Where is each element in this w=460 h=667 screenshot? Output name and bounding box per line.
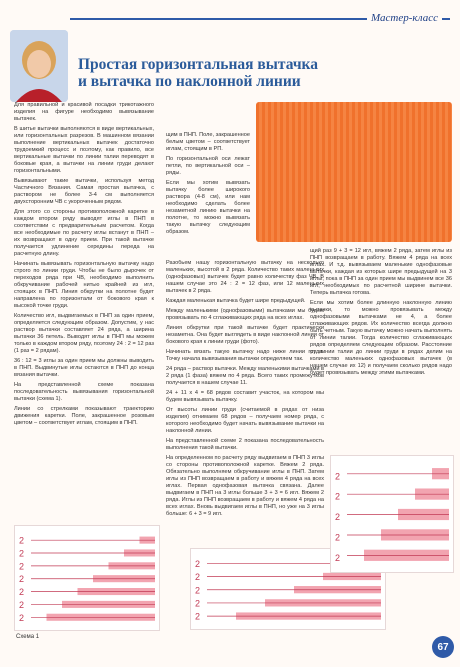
row-count-label: 2 (335, 532, 341, 543)
row-count-label: 2 (195, 558, 201, 569)
paragraph: Для правильной и красивой посадки трикотажного изделия на фигуре необходимо вывязывание вытачек. (14, 102, 154, 122)
paragraph: В шитье вытачки выполняются в виде вертикальных, или горизонтальных разрезов. В машинном вязании выполнение вертикальных вытачек достаточно трудоемкий процесс и поэтому, как правило, все вертикальные вытачки по линии талии переводят в боковые края, а вытачки на линии груди делают горизонтальными. (14, 126, 154, 174)
paragraph: Вывязывают такие вытачки, используя метод Частичного Вязания. Самая простая вытачка, с раствором не более 3-4 см выполняется двухсторонним ЧВ с укороченным рядом. (14, 178, 154, 205)
row-count-label: 2 (19, 587, 25, 598)
paragraph: Если мы хотим вывязать вытачку более широкого раствора (4-8 см), или нам необходимо сделать более незаметной линию вытачки на полотне, то можно вывязать такую вытачку следующим образом. (166, 180, 250, 235)
row-count-label: 2 (19, 548, 25, 559)
paragraph: щим в ПНП. Поле, закрашенное белым цветом – соответствует иглам, стоящим в РП. (166, 132, 250, 152)
author-portrait (10, 30, 68, 102)
row-count-label: 2 (19, 561, 25, 572)
paragraph: Если мы хотим более длинную наклонную линию вытачки, то можно провязывать между однофазовыми вытачками не 4, а более сглаживающих рядов. Их количество всегда должно быть четным. Такую вытачку можно начать выполнять от линии талии. Тогда количество сглаживающих рядов определяем следующим образом. Расстояние от линии талии до линии груди в рядах делим на количество маленьких однофазовых вытачек (в нашем случае их 12) и получаем сколько рядов надо будет провязывать между этими вытачками. (310, 300, 452, 376)
scheme-3-diagram (330, 455, 454, 573)
paragraph: По горизонтальной оси лежат петли, по вертикальной оси – ряды. (166, 156, 250, 176)
section-tag: Мастер-класс (367, 12, 442, 24)
portrait-image (10, 30, 68, 102)
row-count-label: 2 (19, 535, 25, 546)
title-line-1: Простая горизонтальная вытачка (78, 56, 319, 73)
paragraph: 24 ряда – раствор вытачки. Между маленькими вытачками в 2 ряда (1 фаза) вяжем по 4 ряда. Всего таких промежутков получается в нашем случае 11. (166, 366, 324, 386)
row-count-label: 2 (195, 611, 201, 622)
row-count-label: 2 (195, 598, 201, 609)
knit-swatch-photo (256, 102, 452, 242)
paragraph: 36 : 12 = 3 иглы за один прием мы должны выводить в ПНП. Выдвинутые иглы остаются в ПНП до конца вязания вытачки. (14, 358, 154, 378)
paragraph: На определенном по расчету ряду выдвигаем в ПНП 3 иглы со стороны противоположной каретке. Вяжем 2 ряда. Обязательно выполняем обкручивание иглы в ПНП. Затем иглы из ПНП возвращаем в работу и вяжем 4 ряда на всех иглах. Первая однофазовая вытачка связана. Далее выдвигаем в ПНП на 3 иглы больше 3 + 3 = 6 игл. Вяжем 2 ряда. Иглы из ПНП возвращаем в работу и вяжем 4 ряда на всех иглах. Вновь выдвигаем иглы в ПНП, но уже на 3 иглы больше: 6 + 3 = 9 игл. (166, 455, 324, 517)
paragraph: Разобьем нашу горизонтальную вытачку на несколько маленьких, высотой в 2 ряда. Количество таких маленьких (однофазовых) вытачек будет равно количеству фаз ЧВ. В нашем случае это 24 : 2 = 12 фаз, или 12 маленьких вытачек в 2 ряда. (166, 260, 324, 294)
row-count-label: 2 (335, 491, 341, 502)
row-count-label: 2 (335, 512, 341, 523)
paragraph: Количество игл, выдвигаемых в ПНП за один прием, определяется следующим образом. Допустим, у нас раствор вытачки составляет 24 ряда, а ширина вытачки 36 петель. Выводят иглы в ПНП мы можем только в каждом втором ряду, поэтому 24 : 2 = 12 раз (1 раз = 2 рядам). (14, 313, 154, 354)
row-count-label: 2 (335, 552, 341, 563)
article-title (78, 56, 448, 90)
text-column-4 (310, 248, 452, 448)
row-count-label: 2 (19, 599, 25, 610)
paragraph: От высоты линии груди (считаемой в рядах от низа изделия) отнимаем 68 рядов – получаем номер ряда, с которого необходимо будет начать вывязывание вытачки на наклонной линии. (166, 407, 324, 434)
paragraph: щий раз 9 + 3 = 12 игл, вяжем 2 ряда, затем иглы из ПНП возвращаем в работу. Вяжем 4 ряда на всех иглах. И т.д. вывязываем маленькие однофазовые вытачки, каждая из которых шире предыдущей на 3 иглы, пока в ПНП за один прием мы выдвинем все 36 игл, необходимых по расчетной ширине вытачки. Теперь вытачка готова. (310, 248, 452, 296)
title-line-2: и вытачка по наклонной линии (78, 73, 301, 90)
row-count-label: 2 (195, 585, 201, 596)
paragraph: Для этого со стороны противоположной каретке в каждом втором ряду выводят иглы в ПНП в соответствии с предварительным расчетом. Когда все необходимые по расчету иглы встанут в ПНП – их возвращают в одну прием. При такой вытачке получается удлинение середины переда на расчетную длину. (14, 209, 154, 257)
row-count-label: 2 (335, 471, 341, 482)
paragraph: Каждая маленькая вытачка будет шире предыдущей. (166, 298, 306, 304)
scheme-1-svg (15, 526, 161, 632)
row-count-label: 2 (195, 572, 201, 583)
page-number: 67 (432, 636, 454, 658)
scheme-1-diagram (14, 525, 160, 631)
scheme-1-caption: Схема 1 (16, 634, 40, 640)
paragraph: На представленной схеме показана последовательность вывязывания горизонтальной вытачки (схема 1). (14, 382, 154, 402)
paragraph: Начинать вывязывать горизонтальную вытачку надо строго по линии груди. Чтобы не было дырочек от переходов ряда при ЧВ, необходимо выполнить обкручивание рабочей нитью крайней из игл, стоящих в ПНП. Линия обкрутки на полотне будет направлена по горизонтали от бокового края к высокой точке груди. (14, 261, 154, 309)
row-count-label: 2 (19, 574, 25, 585)
scheme-3-svg (331, 456, 455, 574)
paragraph: На представленной схеме 2 показана последовательность выполнения такой вытачки. (166, 438, 324, 451)
paragraph: Начинать вязать такую вытачку надо ниже линии груди. Точку начала вывязывания вытачки определяем так. (166, 349, 324, 362)
paragraph: Линия обкрутки при такой вытачке будет практически незаметна. Она будет выглядеть в виде наклонной линии от бокового края к линии груди (фото). (166, 325, 324, 345)
paragraph: Между маленькими (однофазовыми) вытачками мы будем провязывать по 4 сглаживающих ряда на всех иглах. (166, 308, 324, 321)
row-count-label: 2 (19, 612, 25, 623)
paragraph: 24 + 11 х 4 = 68 рядов составит участок, на котором мы будем вывязывать вытачку. (166, 390, 324, 403)
text-column-1 (14, 102, 154, 462)
paragraph: Линии со стрелками показывают траекторию движения каретки. Поле, закрашенное розовым цветом – соответствует иглам, стоящим в ПНП. (14, 406, 154, 426)
text-column-2 (166, 132, 250, 252)
